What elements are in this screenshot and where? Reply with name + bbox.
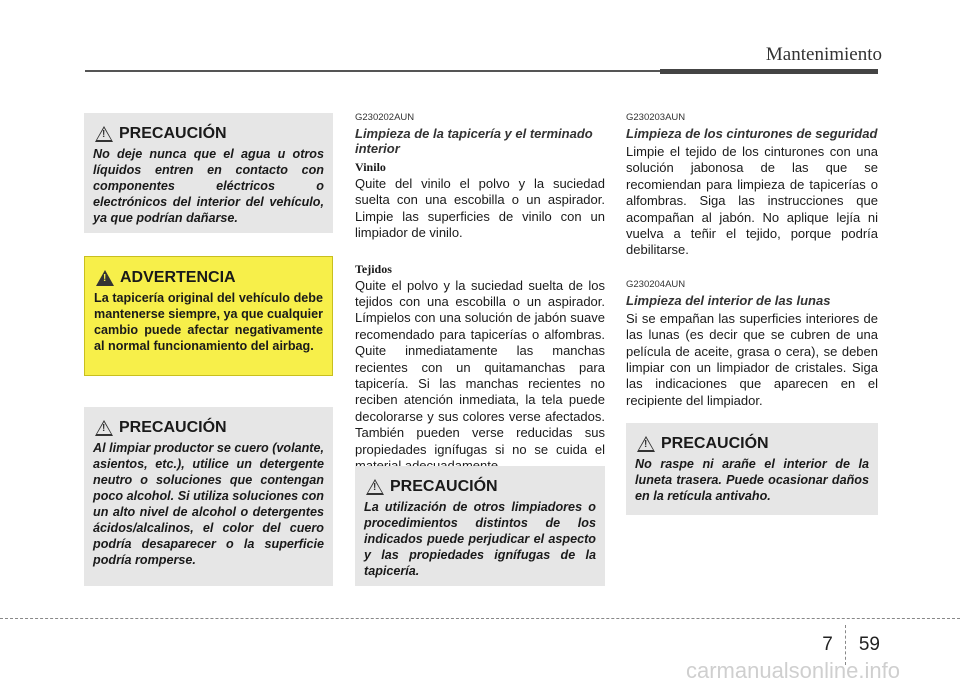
caution-title: PRECAUCIÓN [119, 419, 227, 436]
section-code: G230202AUN [355, 112, 415, 123]
warning-text: La tapicería original del vehículo debe mantenerse siempre, ya que cualquier cambio puede afectar negativamente al normal funcionamiento del airbag. [94, 291, 323, 353]
column-middle [355, 112, 605, 475]
warning-box-airbag [84, 256, 333, 376]
section-title: Limpieza del interior de las lunas [626, 292, 831, 308]
chapter-title: Mantenimiento [765, 44, 882, 65]
section-code: G230204AUN [626, 278, 686, 290]
caution-box-electrical [84, 113, 333, 233]
caution-box-cleaners [355, 466, 605, 586]
caution-title: PRECAUCIÓN [661, 435, 769, 452]
footer-rule [0, 618, 960, 619]
section-title: Limpieza de los cinturones de seguridad [626, 126, 878, 141]
section-code: G230203AUN [626, 112, 686, 123]
subsection-heading: Tejidos [355, 261, 392, 276]
caution-triangle-icon: ! [95, 126, 113, 142]
paragraph: Si se empañan las superficies interiores de las lunas (es decir que se cubren de una película de aceite, grasa o cera), se deben limpiar con un limpiador de cristales. Siga las indicaciones que aparecen en el recipiente del limpiador. [626, 310, 878, 408]
warning-title: ADVERTENCIA [120, 269, 236, 286]
caution-text: Al limpiar productor se cuero (volante, asientos, etc.), utilice un detergente neutro o soluciones que contengan poco alcohol. Si utiliza soluciones con un alto nivel de alcohol o detergentes ácidos/alcalinos, el color del cuero podría desaparecer o la superficie podría romperse. [93, 441, 324, 567]
chapter-number: 7 [822, 634, 833, 655]
header-rule-accent [660, 69, 878, 74]
caution-triangle-icon: ! [637, 436, 655, 452]
paragraph: Limpie el tejido de los cinturones con una solución jabonosa de las que se recomiendan para limpieza de tapicerías o alfombras. Siga las instrucciones que acompañan al jabón. No aplique lejía ni vuelva a teñir el tejido, porque podría debilitarse. [626, 144, 878, 258]
caution-title: PRECAUCIÓN [119, 125, 227, 142]
subsection-heading: Vinilo [355, 160, 386, 174]
section-title: Limpieza de la tapicería y el terminado interior [355, 126, 593, 156]
column-right [626, 112, 878, 409]
caution-triangle-icon: ! [366, 479, 384, 495]
warning-triangle-icon: ! [96, 270, 114, 286]
watermark: carmanualsonline.info [685, 658, 900, 683]
paragraph: Quite el polvo y la suciedad suelta de los tejidos con una escobilla o un aspirador. Límpielos con una solución de jabón suave recomendado para tapicerías o alfombras. Quite inmediatamente las manchas recientes con un quitamanchas para tapicería. Si las manchas recientes no reciben atención inmediata, la tela puede decolorarse y sus colores verse afectados. También pueden verse reducidas sus propiedades ignífugas si no se cuida el [355, 277, 605, 457]
caution-box-leather [84, 407, 333, 586]
page-number-value: 59 [858, 634, 880, 655]
caution-text: No deje nunca que el agua u otros líquidos entren en contacto con componentes eléctricos o electrónicos del interior del vehículo, ya que podrían dañarse. [93, 147, 324, 225]
caution-text: No raspe ni arañe el interior de la luneta trasera. Puede ocasionar daños en la retícula antivaho. [635, 457, 869, 503]
caution-text: La utilización de otros limpiadores o procedimientos distintos de los indicados puede perjudicar el aspecto y las propiedades ignífugas de la tapicería. [364, 500, 596, 578]
paragraph: Quite del vinilo el polvo y la suciedad suelta con una escobilla o un aspirador. Limpie las superficies de vinilo con un limpiador de vinilo. [355, 176, 605, 241]
caution-box-rear-window [626, 423, 878, 515]
caution-title: PRECAUCIÓN [390, 478, 498, 495]
caution-triangle-icon: ! [95, 420, 113, 436]
